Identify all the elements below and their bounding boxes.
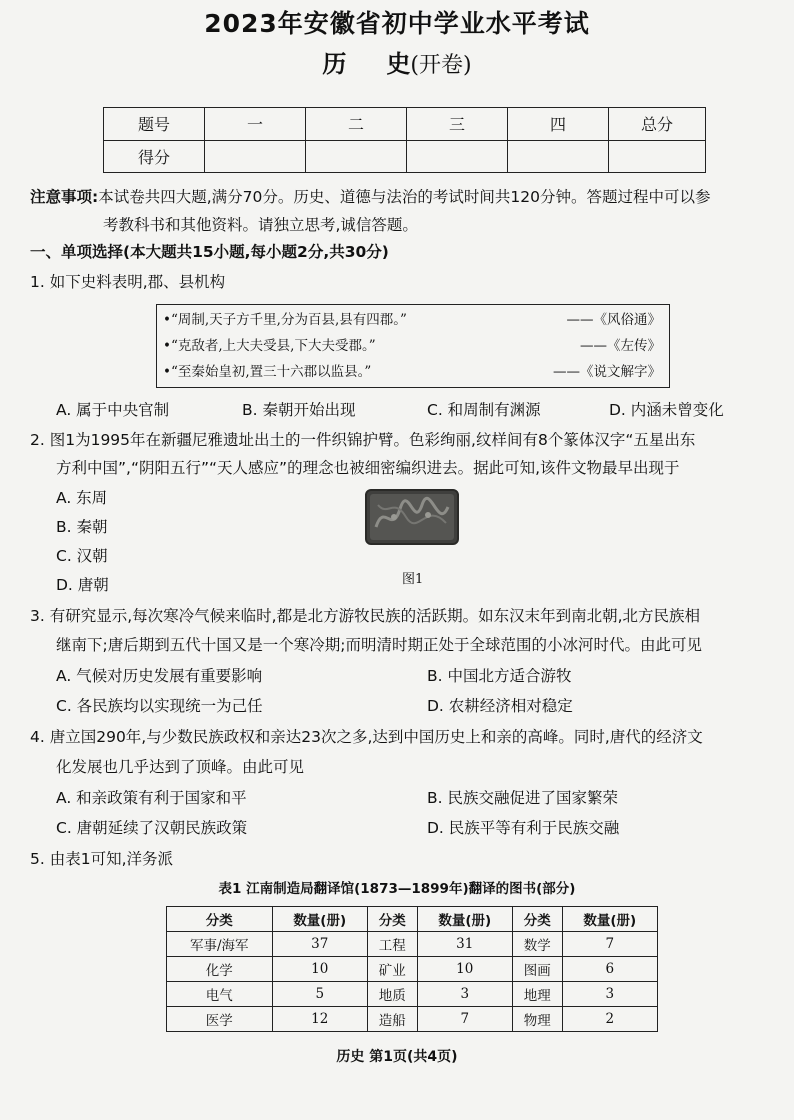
q4-stem-line-1: 4. 唐立国290年,与少数民族政权和亲达23次之多,达到中国历史上和亲的高峰。同时,唐代的经济文 <box>30 728 703 746</box>
table-cell: 数学 <box>512 932 562 957</box>
q2-option-b[interactable]: B. 秦朝 <box>56 518 108 536</box>
score-cell[interactable] <box>609 140 706 173</box>
books-table <box>166 906 658 1032</box>
table-caption: 表1 江南制造局翻译馆(1873—1899年)翻译的图书(部分) <box>218 881 576 897</box>
q1-option-d[interactable]: D. 内涵未曾变化 <box>609 401 724 419</box>
table-cell: 7 <box>562 932 657 957</box>
table-row <box>167 957 658 982</box>
table-cell: 12 <box>272 1007 367 1032</box>
quote-row <box>163 360 663 384</box>
q2-option-d[interactable]: D. 唐朝 <box>56 576 109 594</box>
q4-stem-line-2: 化发展也几乎达到了顶峰。由此可见 <box>56 758 305 776</box>
table-cell: 31 <box>417 932 512 957</box>
table-row <box>167 982 658 1007</box>
quote-text: •“克敌者,上大夫受县,下大夫受郡。” <box>163 338 376 354</box>
score-cell[interactable] <box>407 140 508 173</box>
q4-option-b[interactable]: B. 民族交融促进了国家繁荣 <box>427 789 618 807</box>
subject-char-1: 历 <box>322 50 347 78</box>
notice-label: 注意事项: <box>30 188 99 206</box>
score-cell[interactable] <box>306 140 407 173</box>
table-cell: 工程 <box>367 932 417 957</box>
table-header-row <box>167 907 658 932</box>
q2-option-c[interactable]: C. 汉朝 <box>56 547 108 565</box>
notice <box>30 183 770 239</box>
exam-title: 2023年安徽省初中学业水平考试 <box>204 9 590 38</box>
quote-text: •“至秦始皇初,置三十六郡以监县。” <box>163 364 372 380</box>
q3-stem-line-1: 3. 有研究显示,每次寒冷气候来临时,都是北方游牧民族的活跃期。如东汉末年到南北朝,北方民族相 <box>30 607 700 625</box>
table-cell: 3 <box>417 982 512 1007</box>
table-header-cell: 数量(册) <box>562 907 657 932</box>
score-header-cell: 三 <box>407 108 508 141</box>
table-cell: 7 <box>417 1007 512 1032</box>
table-cell: 10 <box>272 957 367 982</box>
score-table-score-row <box>104 140 706 173</box>
q5-stem: 5. 由表1可知,洋务派 <box>30 850 174 868</box>
table-cell: 矿业 <box>367 957 417 982</box>
exam-mode: (开卷) <box>410 53 472 78</box>
quote-source: ——《左传》 <box>580 338 661 354</box>
table-cell: 图画 <box>512 957 562 982</box>
score-header-cell: 总分 <box>609 108 706 141</box>
q3-stem-line-2: 继南下;唐后期到五代十国又是一个寒冷期;而明清时期正处于全球范围的小冰河时代。由此可见 <box>56 636 702 654</box>
table-cell: 军事/海军 <box>167 932 273 957</box>
score-cell[interactable] <box>508 140 609 173</box>
table-cell: 37 <box>272 932 367 957</box>
q4-option-d[interactable]: D. 民族平等有利于民族交融 <box>427 819 620 837</box>
table-cell: 造船 <box>367 1007 417 1032</box>
quote-row <box>163 308 663 332</box>
q4-option-c[interactable]: C. 唐朝延续了汉朝民族政策 <box>56 819 248 837</box>
quote-source: ——《风俗通》 <box>566 312 661 328</box>
table-cell: 3 <box>562 982 657 1007</box>
table-cell: 2 <box>562 1007 657 1032</box>
brocade-armguard-image <box>364 487 460 547</box>
exam-subject <box>0 44 794 79</box>
table-row <box>167 932 658 957</box>
q2-stem-line-2: 方利中国”,“阴阳五行”“天人感应”的理念也被细密编织进去。据此可知,该件文物最早出现于 <box>56 459 680 477</box>
q2-stem-line-1: 2. 图1为1995年在新疆尼雅遗址出土的一件织锦护臂。色彩绚丽,纹样间有8个篆体汉字“五星出东 <box>30 431 696 449</box>
section-heading: 一、单项选择(本大题共15小题,每小题2分,共30分) <box>30 243 389 261</box>
table-header-cell: 数量(册) <box>417 907 512 932</box>
q3-option-d[interactable]: D. 农耕经济相对稳定 <box>427 697 573 715</box>
q1-option-b[interactable]: B. 秦朝开始出现 <box>242 401 356 419</box>
table-cell: 6 <box>562 957 657 982</box>
quote-source: ——《说文解字》 <box>553 364 661 380</box>
score-header-cell: 四 <box>508 108 609 141</box>
table-cell: 化学 <box>167 957 273 982</box>
q1-option-c[interactable]: C. 和周制有渊源 <box>427 401 541 419</box>
table-cell: 地理 <box>512 982 562 1007</box>
table-cell: 5 <box>272 982 367 1007</box>
q3-option-b[interactable]: B. 中国北方适合游牧 <box>427 667 572 685</box>
page-footer: 历史 第1页(共4页) <box>336 1049 458 1065</box>
quote-text: •“周制,天子方千里,分为百县,县有四郡。” <box>163 312 407 328</box>
quote-row <box>163 334 663 358</box>
score-table-header-row <box>104 108 706 141</box>
table-header-cell: 分类 <box>167 907 273 932</box>
notice-line-1: 注意事项:本试卷共四大题,满分70分。历史、道德与法治的考试时间共120分钟。答题过程中可以参 <box>30 188 711 206</box>
table-header-cell: 分类 <box>512 907 562 932</box>
table-cell: 物理 <box>512 1007 562 1032</box>
score-table <box>103 107 706 173</box>
score-header-cell: 二 <box>306 108 407 141</box>
q1-stem: 1. 如下史料表明,郡、县机构 <box>30 273 226 291</box>
table-cell: 地质 <box>367 982 417 1007</box>
table-cell: 医学 <box>167 1007 273 1032</box>
table-header-cell: 分类 <box>367 907 417 932</box>
q2-option-a[interactable]: A. 东周 <box>56 489 108 507</box>
score-header-cell: 一 <box>205 108 306 141</box>
notice-line-2: 考教科书和其他资料。请独立思考,诚信答题。 <box>103 216 418 234</box>
score-header-cell: 题号 <box>104 108 205 141</box>
subject-char-2: 史 <box>386 50 411 78</box>
q1-quote-box <box>156 304 670 388</box>
table-cell: 电气 <box>167 982 273 1007</box>
q3-option-a[interactable]: A. 气候对历史发展有重要影响 <box>56 667 263 685</box>
score-cell[interactable] <box>205 140 306 173</box>
table-row <box>167 1007 658 1032</box>
figure-caption: 图1 <box>402 572 424 587</box>
score-row-label: 得分 <box>104 140 205 173</box>
q4-option-a[interactable]: A. 和亲政策有利于国家和平 <box>56 789 247 807</box>
q3-option-c[interactable]: C. 各民族均以实现统一为己任 <box>56 697 263 715</box>
q1-option-a[interactable]: A. 属于中央官制 <box>56 401 170 419</box>
table-header-cell: 数量(册) <box>272 907 367 932</box>
table-cell: 10 <box>417 957 512 982</box>
